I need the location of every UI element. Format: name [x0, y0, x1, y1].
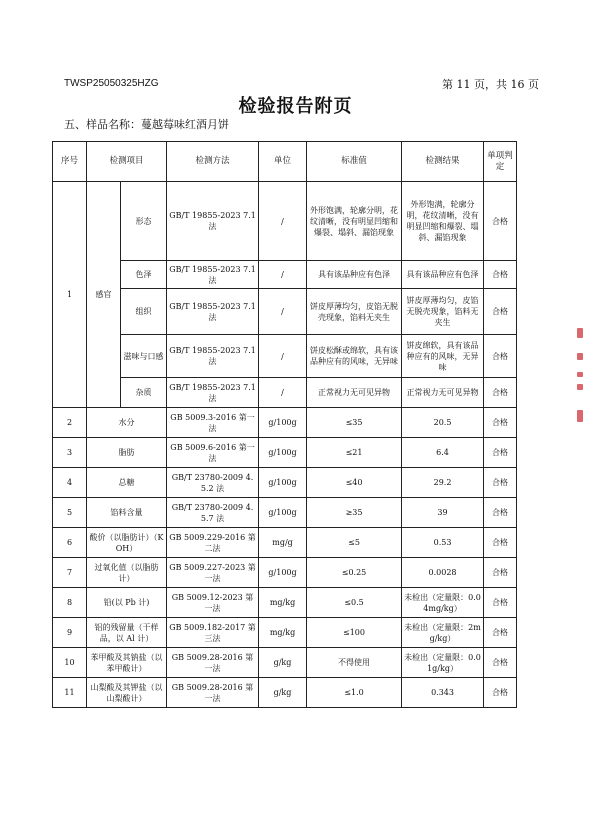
method: GB 5009.3-2016 第一法 — [167, 408, 259, 438]
sub-item: 形态 — [121, 182, 167, 261]
unit: mg/g — [259, 528, 307, 558]
unit: mg/kg — [259, 618, 307, 648]
table-row — [53, 468, 517, 498]
seal-stamp-edge — [577, 353, 583, 360]
table-header-row — [53, 142, 517, 182]
standard: 具有该品种应有色泽 — [307, 261, 402, 289]
method: GB/T 19855-2023 7.1 法 — [167, 378, 259, 408]
result: 未检出（定量限：0.04mg/kg） — [402, 588, 484, 618]
method: GB/T 19855-2023 7.1 法 — [167, 182, 259, 261]
standard: 饼皮厚薄均匀，皮馅无脱壳现象，馅料无夹生 — [307, 289, 402, 335]
test-item: 铝的残留量（干样品，以 Al 计） — [87, 618, 167, 648]
verdict: 合格 — [484, 678, 517, 708]
table-row — [53, 335, 517, 378]
verdict: 合格 — [484, 528, 517, 558]
method: GB/T 23780-2009 4.5.2 法 — [167, 468, 259, 498]
verdict: 合格 — [484, 558, 517, 588]
row-no: 2 — [53, 408, 87, 438]
table-row — [53, 408, 517, 438]
unit: / — [259, 182, 307, 261]
result: 具有该品种应有色泽 — [402, 261, 484, 289]
result: 饼皮厚薄均匀，皮馅无脱壳现象，馅料无夹生 — [402, 289, 484, 335]
row-no: 10 — [53, 648, 87, 678]
seal-stamp-edge — [577, 384, 583, 390]
test-item: 酸价（以脂肪计）（KOH） — [87, 528, 167, 558]
result: 0.0028 — [402, 558, 484, 588]
verdict: 合格 — [484, 648, 517, 678]
unit: g/100g — [259, 438, 307, 468]
result: 0.53 — [402, 528, 484, 558]
table-row — [53, 678, 517, 708]
sensory-group: 感官 — [87, 182, 121, 408]
standard: 外形饱满，轮廓分明，花纹清晰，没有明显凹缩和爆裂、塌斜、漏馅现象 — [307, 182, 402, 261]
method: GB 5009.229-2016 第二法 — [167, 528, 259, 558]
table-row — [53, 438, 517, 468]
unit: / — [259, 335, 307, 378]
standard: ≤40 — [307, 468, 402, 498]
seal-stamp-edge — [577, 328, 583, 338]
result: 39 — [402, 498, 484, 528]
standard: ≤1.0 — [307, 678, 402, 708]
unit: g/100g — [259, 558, 307, 588]
verdict: 合格 — [484, 378, 517, 408]
table-row — [53, 528, 517, 558]
table-row — [53, 261, 517, 289]
unit: mg/kg — [259, 588, 307, 618]
table-row — [53, 618, 517, 648]
standard: ≤0.25 — [307, 558, 402, 588]
seal-stamp-edge — [577, 372, 583, 377]
seal-stamp-edge — [577, 410, 583, 422]
method: GB 5009.28-2016 第一法 — [167, 648, 259, 678]
method: GB/T 19855-2023 7.1 法 — [167, 335, 259, 378]
standard: ≥35 — [307, 498, 402, 528]
result: 20.5 — [402, 408, 484, 438]
unit: / — [259, 378, 307, 408]
method: GB/T 23780-2009 4.5.7 法 — [167, 498, 259, 528]
unit: / — [259, 261, 307, 289]
result: 正常视力无可见异物 — [402, 378, 484, 408]
verdict: 合格 — [484, 335, 517, 378]
row-no: 3 — [53, 438, 87, 468]
unit: g/100g — [259, 468, 307, 498]
results-table — [52, 141, 517, 708]
method: GB/T 19855-2023 7.1 法 — [167, 261, 259, 289]
report-number: TWSP25050325HZG — [64, 78, 159, 89]
result: 未检出（定量限：2mg/kg） — [402, 618, 484, 648]
verdict: 合格 — [484, 498, 517, 528]
standard: 饼皮松酥或绵软，具有该品种应有的风味，无异味 — [307, 335, 402, 378]
sample-name: 五、样品名称：蔓越莓味红酒月饼 — [64, 118, 229, 131]
standard: ≤35 — [307, 408, 402, 438]
table-row — [53, 498, 517, 528]
verdict: 合格 — [484, 408, 517, 438]
row-no: 7 — [53, 558, 87, 588]
method: GB 5009.28-2016 第一法 — [167, 678, 259, 708]
test-item: 苯甲酸及其钠盐（以苯甲酸计） — [87, 648, 167, 678]
unit: g/100g — [259, 408, 307, 438]
method: GB 5009.227-2023 第一法 — [167, 558, 259, 588]
method: GB 5009.182-2017 第三法 — [167, 618, 259, 648]
standard: ≤21 — [307, 438, 402, 468]
col-header-result: 检测结果 — [402, 142, 484, 182]
test-item: 总糖 — [87, 468, 167, 498]
table-row — [53, 558, 517, 588]
standard: ≤100 — [307, 618, 402, 648]
standard: 正常视力无可见异物 — [307, 378, 402, 408]
result: 外形饱满，轮廓分明，花纹清晰，没有明显凹缩和爆裂、塌斜、漏馅现象 — [402, 182, 484, 261]
col-header-item: 检测项目 — [87, 142, 167, 182]
verdict: 合格 — [484, 261, 517, 289]
row-no: 11 — [53, 678, 87, 708]
page-title: 检验报告附页 — [238, 96, 353, 117]
test-item: 水分 — [87, 408, 167, 438]
method: GB 5009.6-2016 第一法 — [167, 438, 259, 468]
standard: 不得使用 — [307, 648, 402, 678]
test-item: 山梨酸及其钾盐（以山梨酸计） — [87, 678, 167, 708]
col-header-unit: 单位 — [259, 142, 307, 182]
col-header-verdict: 单项判定 — [484, 142, 517, 182]
verdict: 合格 — [484, 618, 517, 648]
verdict: 合格 — [484, 438, 517, 468]
result: 29.2 — [402, 468, 484, 498]
verdict: 合格 — [484, 182, 517, 261]
sub-item: 滋味与口感 — [121, 335, 167, 378]
standard: ≤0.5 — [307, 588, 402, 618]
table-row — [53, 289, 517, 335]
test-item: 铅(以 Pb 计) — [87, 588, 167, 618]
col-header-method: 检测方法 — [167, 142, 259, 182]
verdict: 合格 — [484, 588, 517, 618]
table-row — [53, 588, 517, 618]
unit: g/100g — [259, 498, 307, 528]
row-no: 4 — [53, 468, 87, 498]
verdict: 合格 — [484, 289, 517, 335]
unit: g/kg — [259, 648, 307, 678]
row-no: 1 — [53, 182, 87, 408]
result: 0.343 — [402, 678, 484, 708]
table-row — [53, 378, 517, 408]
standard: ≤5 — [307, 528, 402, 558]
test-item: 脂肪 — [87, 438, 167, 468]
result: 未检出（定量限：0.01g/kg） — [402, 648, 484, 678]
method: GB/T 19855-2023 7.1 法 — [167, 289, 259, 335]
row-no: 5 — [53, 498, 87, 528]
sub-item: 杂质 — [121, 378, 167, 408]
test-item: 馅料含量 — [87, 498, 167, 528]
verdict: 合格 — [484, 468, 517, 498]
sub-item: 色泽 — [121, 261, 167, 289]
result: 6.4 — [402, 438, 484, 468]
page-indicator: 第 11 页，共 16 页 — [442, 78, 539, 91]
method: GB 5009.12-2023 第一法 — [167, 588, 259, 618]
unit: g/kg — [259, 678, 307, 708]
col-header-no: 序号 — [53, 142, 87, 182]
col-header-standard: 标准值 — [307, 142, 402, 182]
table-row — [53, 182, 517, 261]
row-no: 9 — [53, 618, 87, 648]
unit: / — [259, 289, 307, 335]
sub-item: 组织 — [121, 289, 167, 335]
table-row — [53, 648, 517, 678]
row-no: 6 — [53, 528, 87, 558]
test-item: 过氧化值（以脂肪计） — [87, 558, 167, 588]
result: 饼皮绵软，具有该品种应有的风味，无异味 — [402, 335, 484, 378]
row-no: 8 — [53, 588, 87, 618]
